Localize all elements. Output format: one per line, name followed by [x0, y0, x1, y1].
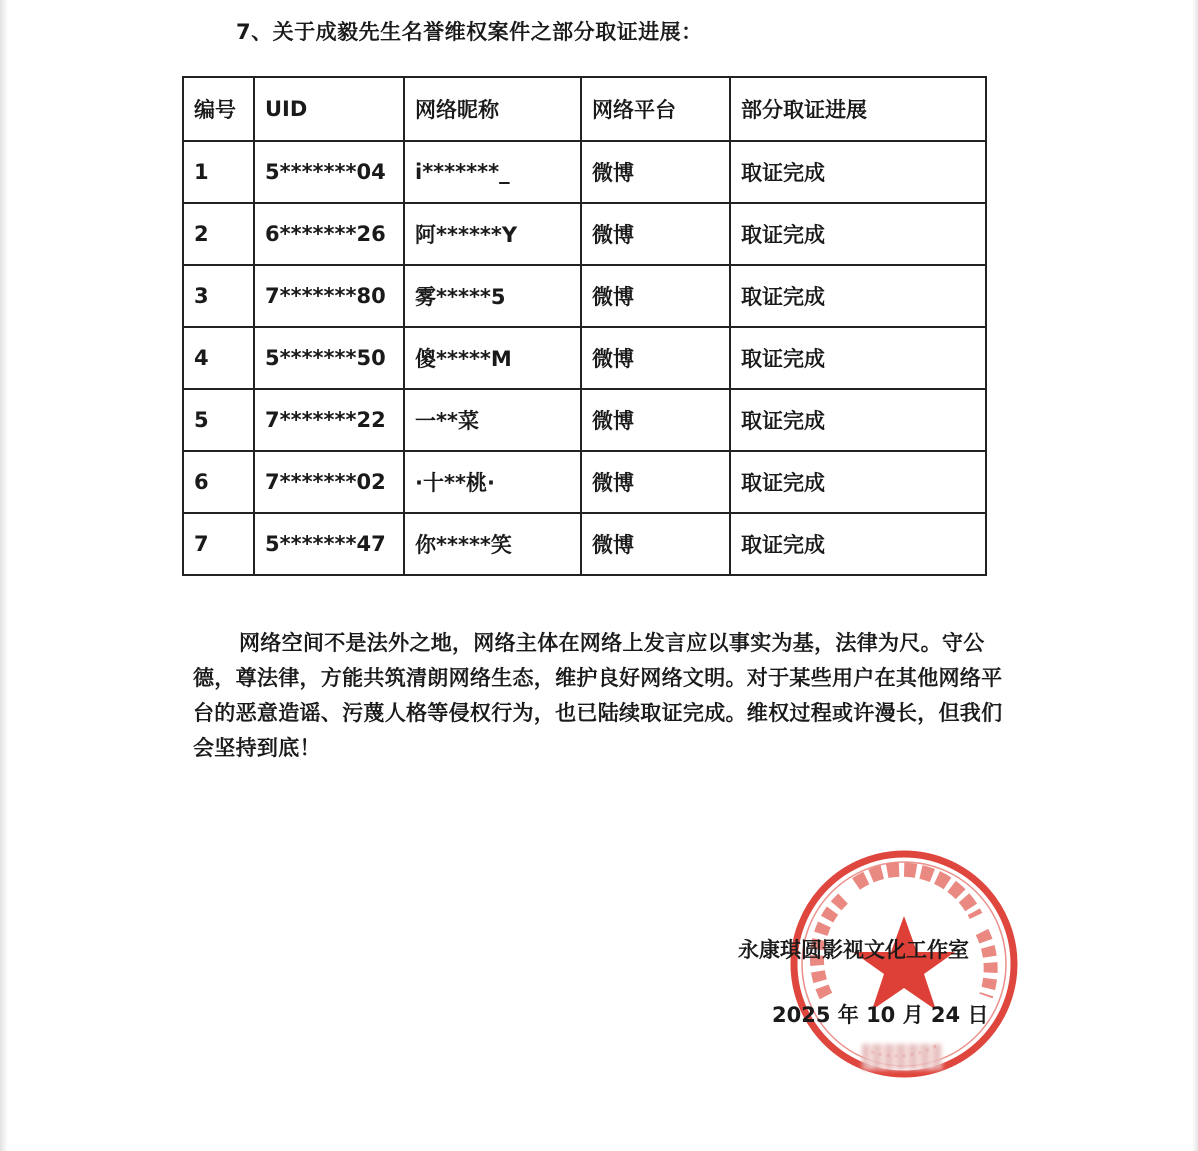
cell-platform: 微博: [581, 141, 730, 203]
cell-number: 2: [183, 203, 254, 265]
cell-number: 1: [183, 141, 254, 203]
cell-platform: 微博: [581, 327, 730, 389]
redacted-blur: [862, 1044, 942, 1070]
cell-nickname: 一**菜: [404, 389, 581, 451]
cell-nickname: 你*****笑: [404, 513, 581, 575]
cell-uid: 5*******47: [254, 513, 404, 575]
cell-progress: 取证完成: [730, 451, 986, 513]
cell-uid: 6*******26: [254, 203, 404, 265]
cell-uid: 5*******50: [254, 327, 404, 389]
statement-paragraph: 网络空间不是法外之地，网络主体在网络上发言应以事实为基，法律为尺。守公德，尊法律，方能共筑清朗网络生态，维护良好网络文明。对于某些用户在其他网络平台的恶意造谣、污蔑人格等侵权行为，也已陆续取证完成。维权过程或许漫长，但我们会坚持到底！: [193, 631, 1003, 760]
cell-platform: 微博: [581, 513, 730, 575]
table-row: [183, 513, 986, 575]
section-heading: 7、关于成毅先生名誉维权案件之部分取证进展：: [236, 20, 703, 44]
cell-uid: 7*******80: [254, 265, 404, 327]
page-left-edge: [0, 0, 8, 1151]
table-row: [183, 451, 986, 513]
column-header-nickname: 网络昵称: [404, 77, 581, 141]
cell-progress: 取证完成: [730, 389, 986, 451]
cell-uid: 7*******02: [254, 451, 404, 513]
table-row: [183, 265, 986, 327]
table-header-row: [183, 77, 986, 141]
column-header-platform: 网络平台: [581, 77, 730, 141]
cell-progress: 取证完成: [730, 265, 986, 327]
cell-nickname: 阿******Y: [404, 203, 581, 265]
cell-nickname: i*******_: [404, 141, 581, 203]
table-row: [183, 327, 986, 389]
page-right-edge: [1192, 0, 1198, 1151]
cell-uid: 5*******04: [254, 141, 404, 203]
table-row: [183, 389, 986, 451]
column-header-progress: 部分取证进展: [730, 77, 986, 141]
cell-progress: 取证完成: [730, 203, 986, 265]
table-row: [183, 203, 986, 265]
cell-nickname: 傻*****M: [404, 327, 581, 389]
cell-platform: 微博: [581, 265, 730, 327]
cell-number: 7: [183, 513, 254, 575]
evidence-table: [182, 76, 987, 576]
cell-nickname: 雾*****5: [404, 265, 581, 327]
cell-number: 6: [183, 451, 254, 513]
cell-platform: 微博: [581, 389, 730, 451]
cell-progress: 取证完成: [730, 513, 986, 575]
cell-platform: 微博: [581, 203, 730, 265]
cell-progress: 取证完成: [730, 141, 986, 203]
cell-uid: 7*******22: [254, 389, 404, 451]
cell-progress: 取证完成: [730, 327, 986, 389]
table-row: [183, 141, 986, 203]
cell-number: 4: [183, 327, 254, 389]
signature-organization: 永康琪圆影视文化工作室: [738, 938, 969, 962]
cell-platform: 微博: [581, 451, 730, 513]
signature-date: 2025 年 10 月 24 日: [772, 1003, 989, 1027]
cell-number: 3: [183, 265, 254, 327]
cell-nickname: ·十**桃·: [404, 451, 581, 513]
cell-number: 5: [183, 389, 254, 451]
column-header-number: 编号: [183, 77, 254, 141]
column-header-uid: UID: [254, 77, 404, 141]
